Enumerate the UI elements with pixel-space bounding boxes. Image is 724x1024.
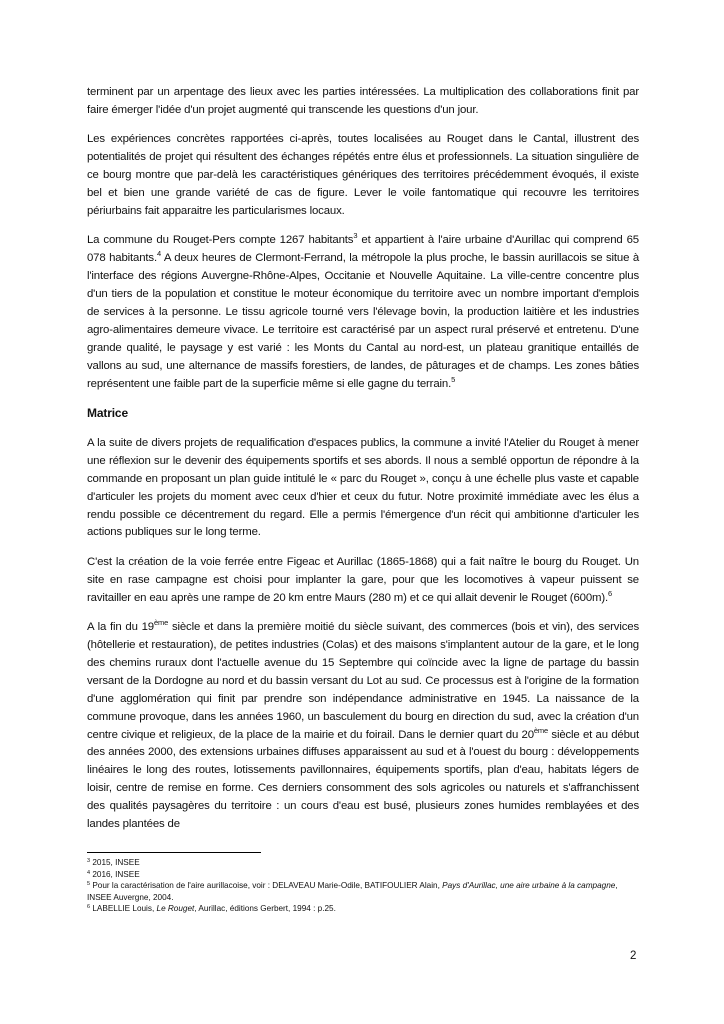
footnote-number: 5	[87, 881, 91, 887]
footnote-number: 3	[87, 858, 91, 864]
document-body	[87, 84, 639, 845]
footnote-ref[interactable]: 3	[353, 231, 358, 241]
paragraph	[87, 232, 639, 393]
text: A la fin du 19	[87, 621, 154, 634]
footnote-number: 6	[87, 904, 91, 910]
paragraph	[87, 619, 639, 834]
footnotes	[87, 852, 639, 915]
footnote-text: Pour la caractérisation de l'aire aurillacoise, voir : DELAVEAU Marie-Odile, BATIFOULIER Alain,	[90, 881, 443, 890]
footnote-ref[interactable]: 6	[608, 588, 613, 598]
ordinal-suffix: ème	[533, 725, 549, 735]
text: siècle et dans la première moitié du siècle suivant, des commerces (bois et vin), des services (hôtellerie et restauration), de petites industries (Colas) et des maisons s'implantent autour de la gare, et le long des chemins ruraux dont l'actuelle avenue du 15 Septembre qui coïncide avec la ligne de partage du bassin versant de la Dordogne au nord et du bassin versant du Lot au sud. Ce processus est à l'origine de la formation d'une agglomération qui finit par prendre son indépendance administrative en 1945. La naissance de la commune provoque, dans les années 1960, un basculement du bourg en direction du sud, avec la création d'un centre civique et religieux, de la place de la mairie et du foirail. Dans le dernier quart du 20	[87, 621, 639, 741]
footnote	[87, 869, 639, 881]
footnote	[87, 903, 639, 915]
footnote-text: , Aurillac, éditions Gerbert, 1994 : p.25.	[194, 904, 336, 913]
footnote-text: , INSEE Auvergne, 2004.	[87, 881, 618, 902]
text: La commune du Rouget-Pers compte 1267 habitants	[87, 234, 354, 247]
footnote-text: LABELLIE Louis,	[90, 904, 157, 913]
footnote-ref[interactable]: 4	[156, 249, 162, 259]
text: siècle et au début des années 2000, des extensions urbaines diffuses apparaissent au sud et à l'ouest du bourg : développements linéaires le long des routes, lotissements pavillonnaires, équipements sportifs, plan d'eau, habitats légers de loisir, centre de remise en forme. Ces derniers consomment des sols agricoles ou naturels et s'affranchissent des qualités paysagères du territoire : un cours d'eau est busé, plusieurs zones humides remblayées et des landes plantées de	[87, 728, 639, 831]
ordinal-suffix: ème	[153, 618, 169, 628]
page-number: 2	[630, 950, 637, 962]
paragraph: terminent par un arpentage des lieux avec les parties intéressées. La multiplication des collaborations finit par faire émerger l'idée d'un projet augmenté qui transcende les questions d'un jour.	[87, 86, 639, 116]
footnote-title: Le Rouget	[156, 904, 195, 913]
footnote-divider	[87, 852, 261, 853]
footnote-text: 2015, INSEE	[90, 858, 140, 867]
paragraph	[87, 554, 639, 608]
footnote	[87, 880, 639, 903]
footnote-text: 2016, INSEE	[90, 869, 140, 879]
footnote	[87, 857, 639, 869]
footnote-number: 4	[87, 869, 91, 876]
footnote-ref[interactable]: 5	[451, 374, 456, 384]
footnote-title: Pays d'Aurillac, une aire urbaine à la campagne	[442, 881, 616, 890]
text: et appartient à l'aire urbaine d'Aurillac qui comprend 65 078 habitants.	[87, 234, 639, 265]
paragraph: A la suite de divers projets de requalification d'espaces publics, la commune a invité l'Atelier du Rouget à mener une réflexion sur le devenir des équipements sportifs et ses abords. Il nous a semblé opportun de répondre à la commande en proposant un plan guide intitulé le « parc du Rouget », conçu à une échelle plus vaste et capable d'articuler les projets du moment avec ceux d'hier et ceux du futur. Notre proximité immédiate avec les élus a rendu possible ce décentrement du regard. Elle a permis l'émergence d'un récit qui ambitionne d'articuler les actions publiques sur le long terme.	[87, 436, 639, 539]
paragraph: Les expériences concrètes rapportées ci-après, toutes localisées au Rouget dans le Cantal, illustrent des potentialités de projet qui résultent des échanges répétés entre élus et professionnels. La situation singulière de ce bourg montre que par-delà les caractéristiques génériques des territoires précédemment évoqués, il existe bel et bien une grande variété de cas de figure. Lever le voile fantomatique qui recouvre les territoires périurbains fait apparaitre les particularismes locaux.	[87, 133, 639, 217]
section-heading: Matrice	[87, 406, 128, 420]
text: C'est la création de la voie ferrée entre Figeac et Aurillac (1865-1868) qui a fait naître le bourg du Rouget. Un site en rase campagne est choisi pour implanter la gare, pour que les locomotives à vapeur puissent se ravitailler en eau après une rampe de 20 km entre Maurs (280 m) et ce qui allait devenir le Rouget (600m).	[87, 555, 639, 604]
text: A deux heures de Clermont-Ferrand, la métropole la plus proche, le bassin aurillacois se situe à l'interface des régions Auvergne-Rhône-Alpes, Occitanie et Nouvelle Aquitaine. La ville-centre concentre plus d'un tiers de la population et constitue le moteur économique du territoire avec un nombre important d'emplois de services à la personne. Le tissu agricole tourné vers l'élevage bovin, la production laitière et les industries agro-alimentaires demeure vivace. Le territoire est caractérisé par un aspect rural préservé et entretenu. D'une grande qualité, le paysage y est varié : les Monts du Cantal au nord-est, un plateau granitique entaillés de vallons au sud, une alternance de massifs forestiers, de landes, de pâturages et de champs. Les zones bâties représentent une faible part de la superficie même si elle gagne du terrain.	[87, 252, 639, 390]
